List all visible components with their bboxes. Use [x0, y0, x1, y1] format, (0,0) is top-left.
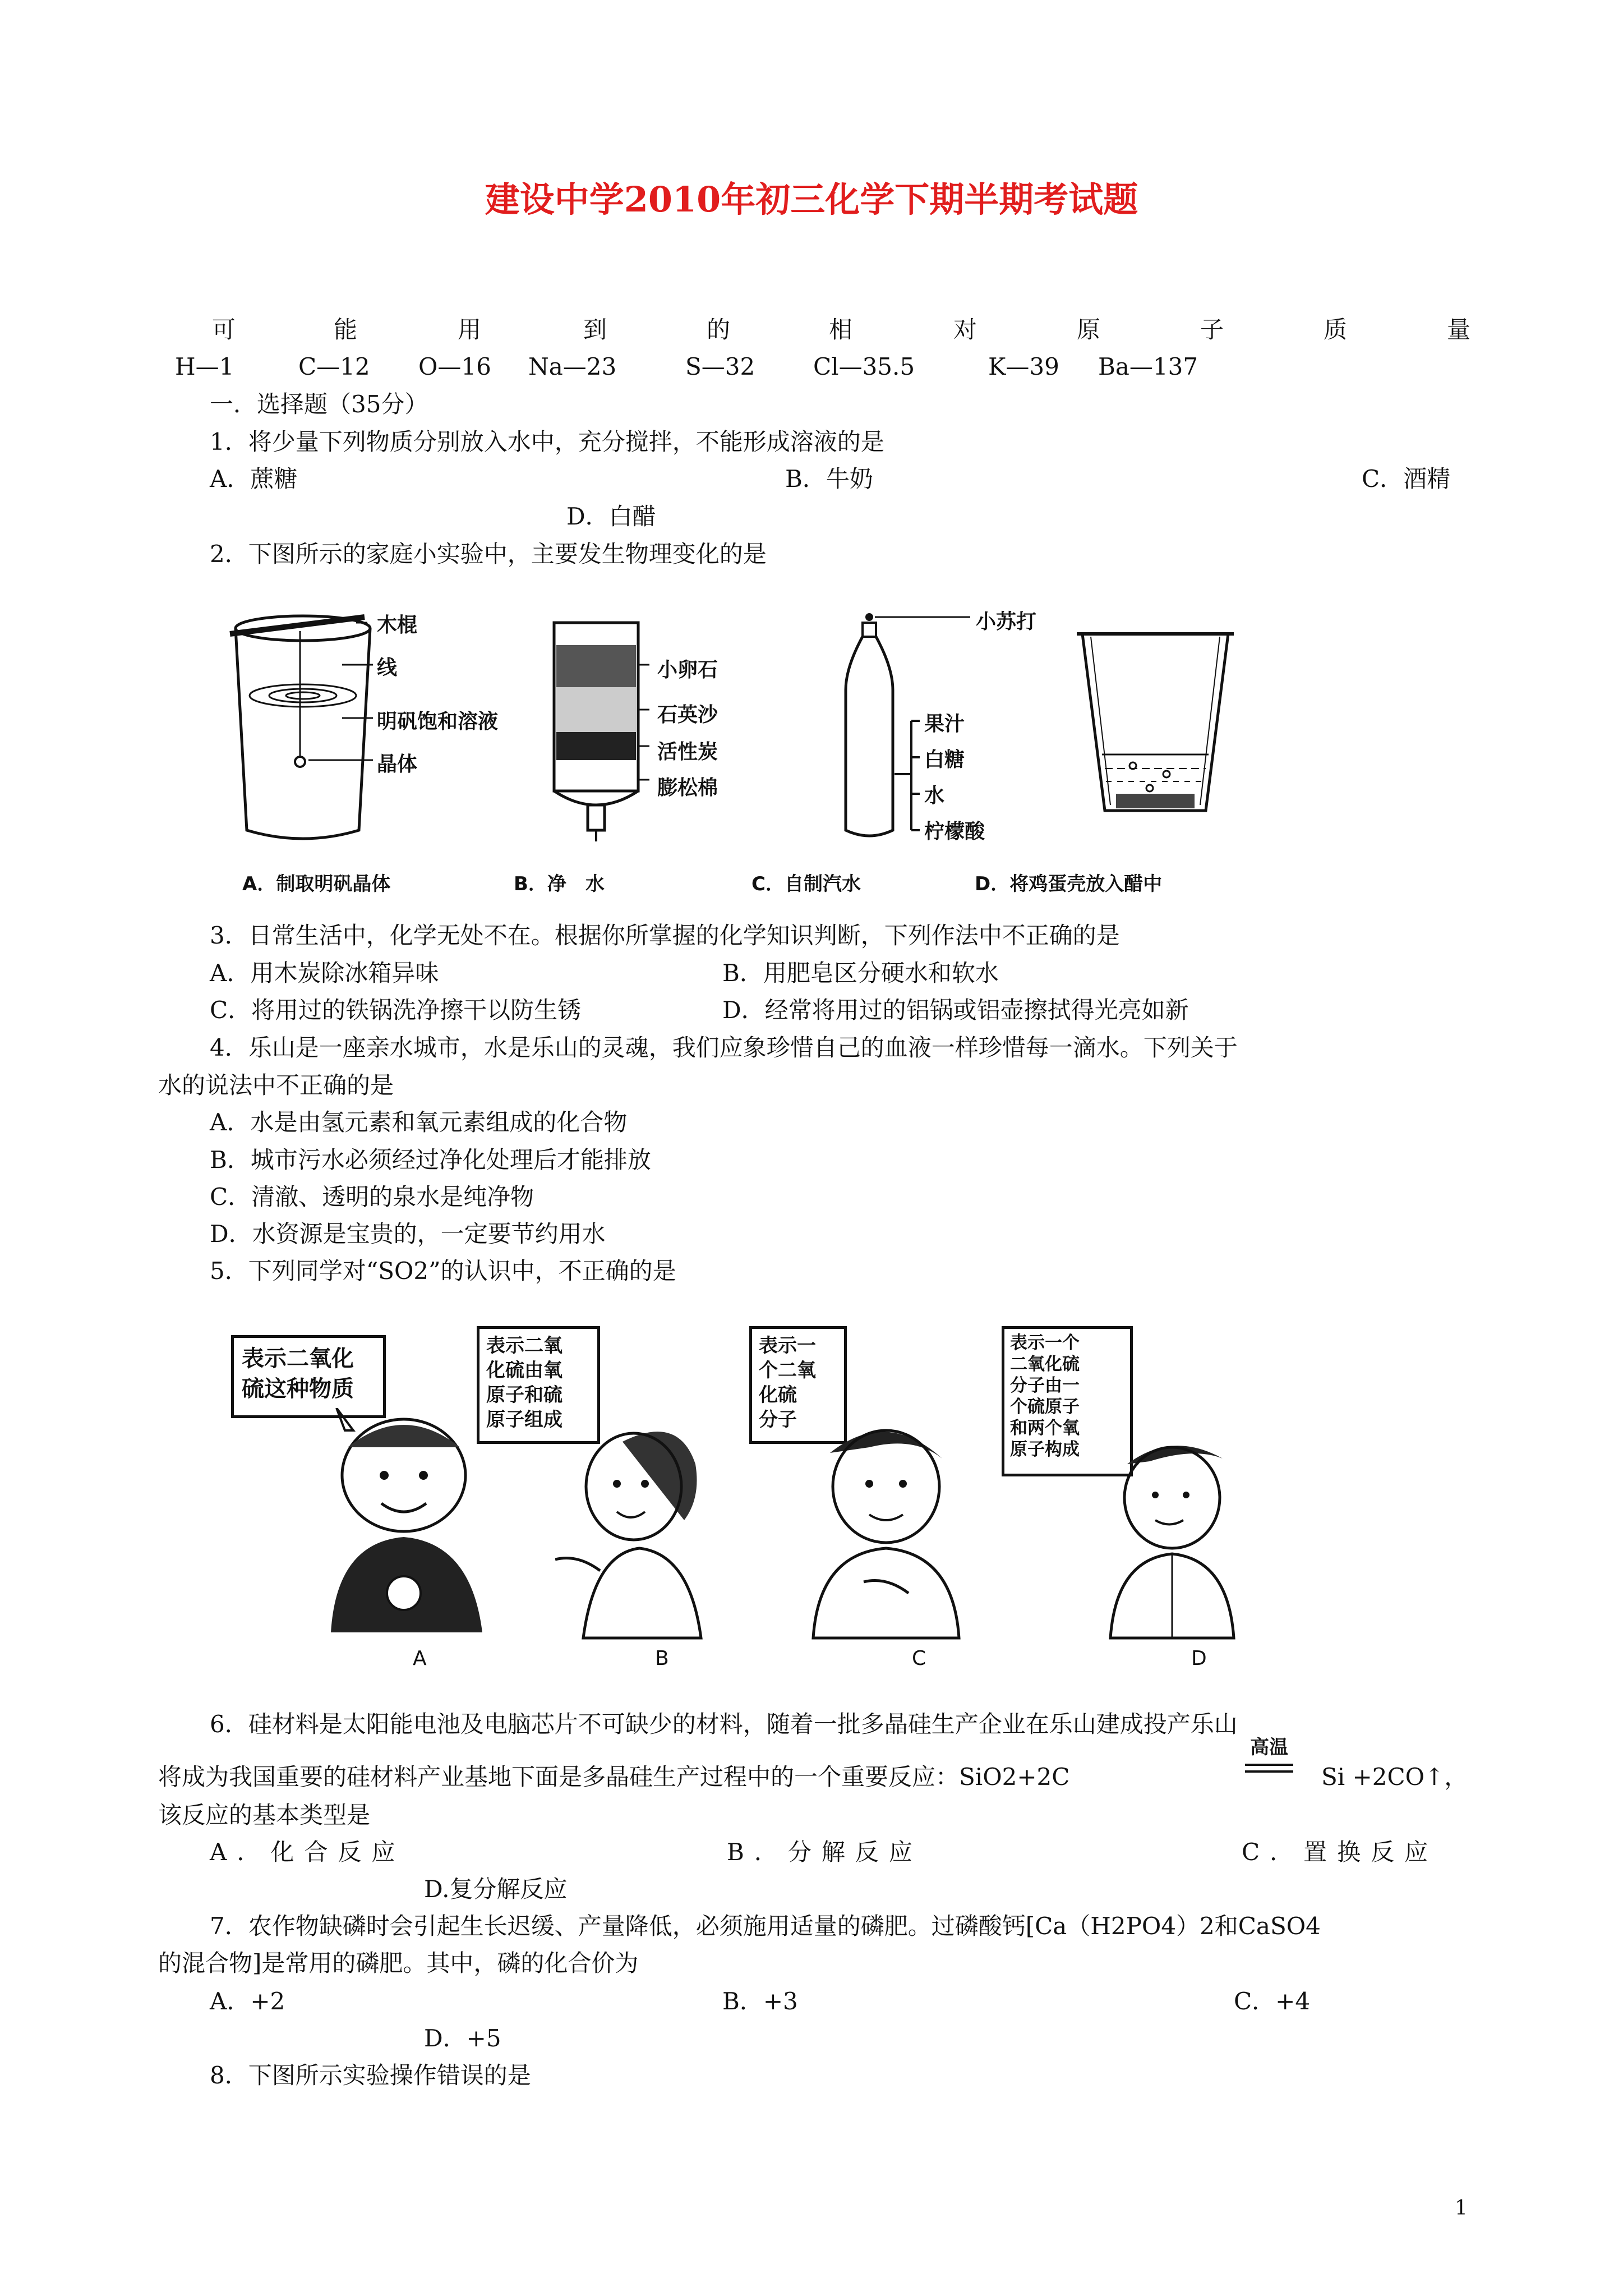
condition-label: 高温 — [1250, 1736, 1288, 1759]
bubble-line: 原子组成 — [486, 1409, 562, 1431]
question-6-stem-end: 该反应的基本类型是 — [158, 1801, 371, 1829]
header-char: 相 — [829, 316, 853, 343]
bubble-line: 表示一个 — [1010, 1333, 1080, 1353]
question-4-stem-cont: 水的说法中不正确的是 — [158, 1071, 394, 1099]
question-1-stem: 1．将少量下列物质分别放入水中，充分搅拌，不能形成溶液的是 — [210, 428, 884, 455]
fig-caption-b: B．净 水 — [514, 873, 605, 895]
header-char: 的 — [707, 316, 731, 343]
header-char: 原 — [1077, 316, 1101, 343]
q1-option-c: C．酒精 — [1362, 465, 1451, 493]
student-figure-b — [555, 1419, 723, 1644]
atomic-mass: Na—23 — [528, 353, 617, 380]
question-6-stem-cont: 将成为我国重要的硅材料产业基地下面是多晶硅生产过程中的一个重要反应：SiO2+2C — [158, 1763, 1070, 1791]
q6-option-c: C．置换反应 — [1242, 1838, 1438, 1866]
q1-option-b: B．牛奶 — [785, 465, 873, 493]
header-char: 子 — [1200, 316, 1224, 343]
bubble-line: 分子 — [759, 1409, 797, 1431]
bubble-line: 分子由一 — [1010, 1375, 1080, 1396]
q7-option-c: C．+4 — [1234, 1987, 1311, 2015]
header-char: 可 — [212, 316, 236, 343]
bubble-line: 二氧化硫 — [1010, 1354, 1080, 1374]
fig-c-label: 柠檬酸 — [924, 820, 985, 843]
page-title: 建设中学2010年初三化学下期半期考试题 — [485, 179, 1138, 220]
bubble-line: 化硫由氧 — [486, 1359, 562, 1382]
q3-option-c: C．将用过的铁锅洗净擦干以防生锈 — [210, 996, 582, 1024]
bubble-line: 原子构成 — [1010, 1439, 1080, 1460]
bubble-line: 表示一 — [759, 1335, 816, 1357]
speech-bubble-a — [231, 1335, 386, 1418]
fig-b-label: 活性炭 — [657, 740, 718, 763]
q1-option-d: D．白醋 — [566, 503, 656, 530]
figure-letter-c: C — [912, 1647, 926, 1670]
fig-c-label: 果汁 — [924, 712, 965, 735]
q6-option-a: A．化合反应 — [210, 1838, 405, 1866]
q7-option-d: D．+5 — [424, 2024, 501, 2052]
question-8-stem: 8．下图所示实验操作错误的是 — [210, 2062, 531, 2089]
figure-water-filter — [543, 611, 655, 847]
question-4-stem: 4．乐山是一座亲水城市，水是乐山的灵魂，我们应象珍惜自己的血液一样珍惜每一滴水。下列关于 — [210, 1034, 1238, 1061]
section-heading: 一．选择题（35分） — [210, 390, 428, 418]
fig-a-label: 木棍 — [377, 614, 418, 637]
bubble-line: 和两个氧 — [1010, 1418, 1080, 1438]
fig-c-label: 水 — [924, 784, 945, 807]
bubble-line: 化硫 — [759, 1384, 797, 1406]
q4-option-d: D．水资源是宝贵的，一定要节约用水 — [210, 1220, 606, 1248]
student-figure-d — [1099, 1436, 1245, 1644]
header-char: 质 — [1324, 316, 1348, 343]
fig-a-label: 晶体 — [377, 753, 418, 776]
equals-line — [1245, 1770, 1293, 1773]
q1-option-a: A．蔗糖 — [210, 465, 298, 493]
header-char: 到 — [583, 316, 607, 343]
atomic-mass: H—1 — [175, 353, 234, 380]
figure-eggshell-vinegar — [1071, 631, 1239, 822]
atomic-mass: Cl—35.5 — [813, 353, 915, 380]
figure-letter-a: A — [413, 1647, 427, 1670]
header-char: 对 — [953, 316, 978, 343]
figure-soda-bottle — [841, 606, 993, 847]
student-figure-a — [314, 1408, 516, 1644]
q3-option-d: D．经常将用过的铝锅或铝壶擦拭得光亮如新 — [722, 996, 1189, 1024]
fig-b-label: 石英沙 — [657, 703, 718, 726]
student-figure-c — [802, 1414, 970, 1644]
figure-letter-d: D — [1191, 1647, 1207, 1670]
question-3-stem: 3．日常生活中，化学无处不在。根据你所掌握的化学知识判断，下列作法中不正确的是 — [210, 922, 1120, 949]
bubble-line: 个硫原子 — [1010, 1397, 1080, 1417]
question-6-stem: 6．硅材料是太阳能电池及电脑芯片不可缺少的材料，随着一批多晶硅生产企业在乐山建成投产乐山 — [210, 1710, 1238, 1738]
reaction-condition — [1245, 1736, 1293, 1773]
fig-b-label: 膨松棉 — [657, 776, 718, 799]
q3-option-b: B．用肥皂区分硬水和软水 — [722, 959, 999, 987]
header-char: 用 — [458, 316, 482, 343]
bubble-line: 表示二氧化 — [242, 1346, 354, 1372]
atomic-mass: S—32 — [685, 353, 755, 380]
reaction-products: Si +2CO↑， — [1321, 1763, 1468, 1791]
fig-a-label: 线 — [377, 656, 398, 679]
atomic-mass: Ba—137 — [1098, 353, 1198, 380]
q7-option-a: A．+2 — [210, 1987, 285, 2015]
fig-a-label: 明矾饱和溶液 — [377, 710, 499, 733]
q6-option-d: D.复分解反应 — [424, 1875, 568, 1903]
bubble-line: 硫这种物质 — [242, 1376, 354, 1402]
q3-option-a: A．用木炭除冰箱异味 — [210, 959, 439, 987]
header-char: 量 — [1447, 316, 1471, 343]
atomic-mass: C—12 — [298, 353, 370, 380]
q4-option-b: B．城市污水必须经过净化处理后才能排放 — [210, 1146, 651, 1174]
fig-caption-d: D．将鸡蛋壳放入醋中 — [975, 873, 1163, 895]
q4-option-c: C．清澈、透明的泉水是纯净物 — [210, 1183, 534, 1211]
q7-option-b: B．+3 — [722, 1987, 798, 2015]
atomic-mass: K—39 — [988, 353, 1059, 380]
question-2-stem: 2．下图所示的家庭小实验中，主要发生物理变化的是 — [210, 540, 767, 568]
page-number: 1 — [1455, 2197, 1468, 2220]
fig-c-label: 白糖 — [924, 748, 965, 771]
fig-caption-c: C．自制汽水 — [751, 873, 861, 895]
bubble-line: 表示二氧 — [486, 1335, 562, 1357]
figure-letter-b: B — [655, 1647, 669, 1670]
header-char: 能 — [334, 316, 358, 343]
atomic-mass: O—16 — [418, 353, 491, 380]
bubble-line: 个二氧 — [759, 1359, 816, 1382]
q4-option-a: A．水是由氢元素和氧元素组成的化合物 — [210, 1108, 628, 1136]
q6-option-b: B．分解反应 — [727, 1838, 923, 1866]
bubble-line: 原子和硫 — [486, 1384, 562, 1406]
fig-b-label: 小卵石 — [657, 659, 718, 682]
question-7-stem-cont: 的混合物]是常用的磷肥。其中，磷的化合价为 — [158, 1949, 639, 1977]
fig-caption-a: A．制取明矾晶体 — [242, 873, 391, 895]
fig-c-label: 小苏打 — [976, 610, 1037, 633]
question-5-stem: 5．下列同学对“SO2”的认识中，不正确的是 — [210, 1257, 676, 1285]
question-7-stem: 7．农作物缺磷时会引起生长迟缓、产量降低，必须施用适量的磷肥。过磷酸钙[Ca（H2PO4）2和CaSO4 — [210, 1912, 1321, 1940]
equals-line — [1245, 1764, 1293, 1766]
